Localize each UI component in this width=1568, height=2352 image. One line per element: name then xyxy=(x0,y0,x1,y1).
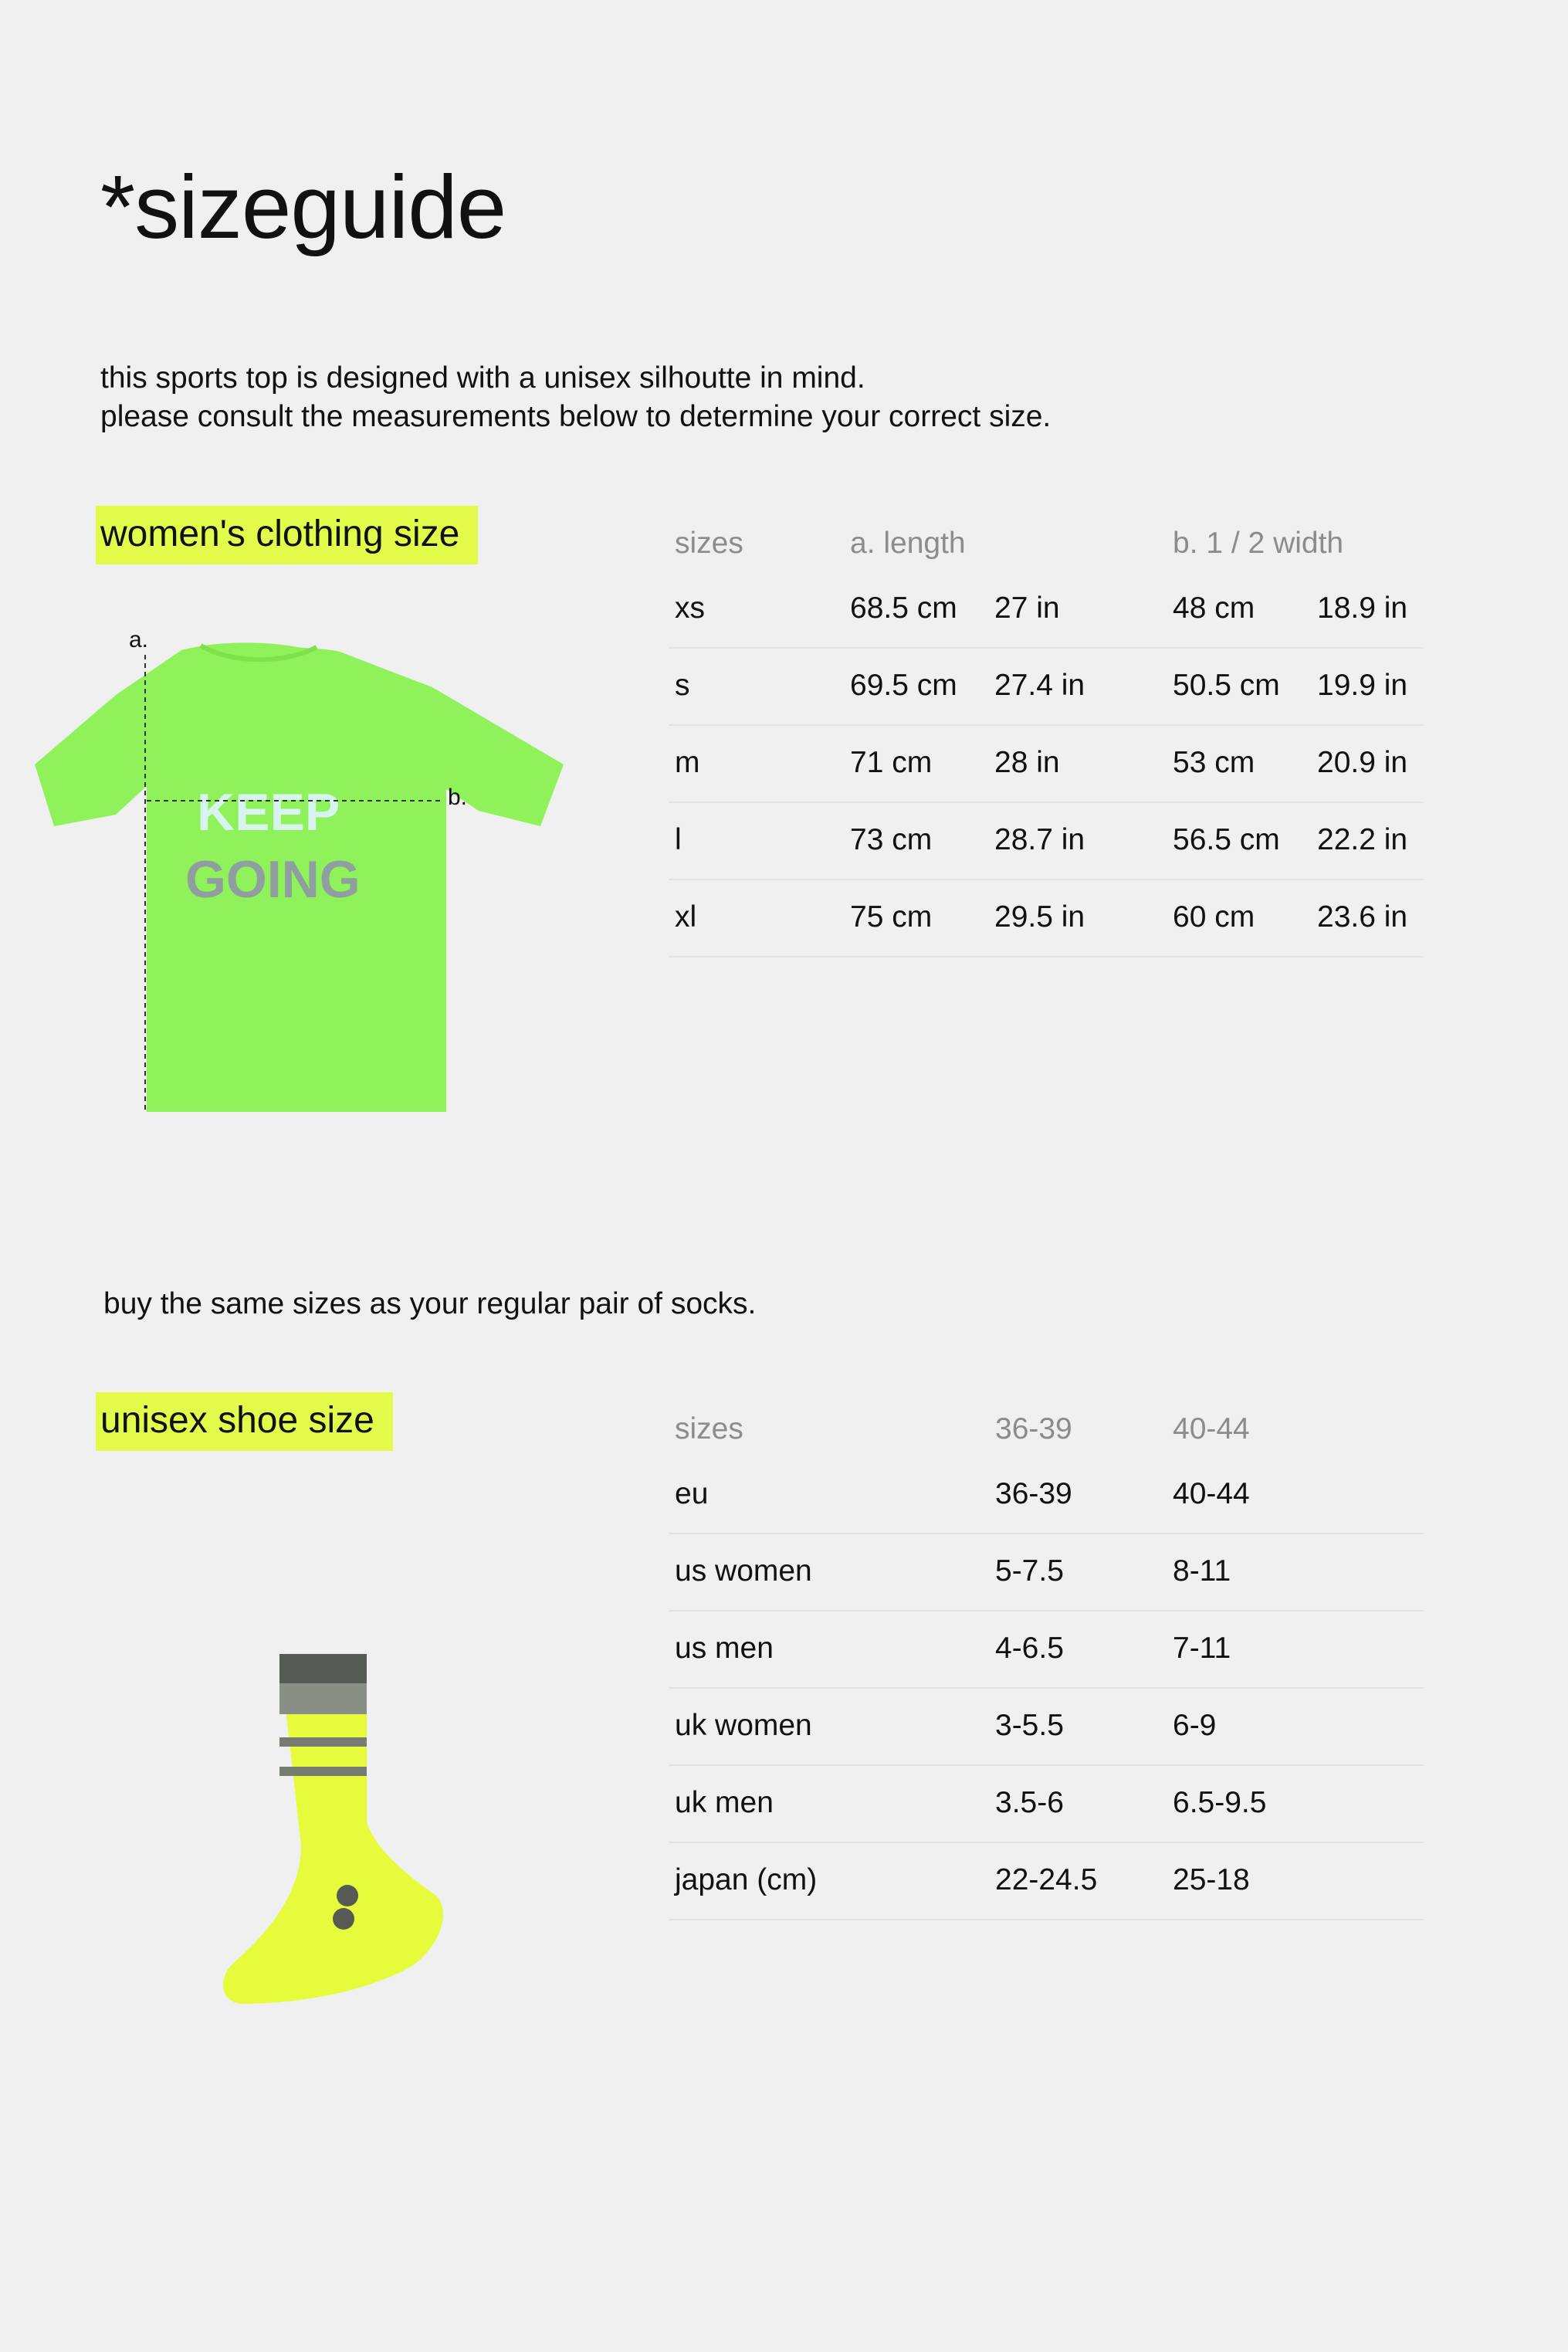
print-keep: KEEP xyxy=(197,783,340,842)
table-row xyxy=(669,649,1424,726)
length-cm-cell: 73 cm xyxy=(850,823,933,856)
width-in-cell: 18.9 in xyxy=(1317,591,1408,625)
length-cm-cell: 69.5 cm xyxy=(850,669,957,702)
header-col1: 36-39 xyxy=(995,1412,1072,1445)
header-col2: 40-44 xyxy=(1173,1412,1250,1445)
length-cm-cell: 71 cm xyxy=(850,746,933,779)
width-cm-cell: 50.5 cm xyxy=(1173,669,1280,702)
shoe-label-cell: eu xyxy=(675,1477,709,1510)
shoe-label-cell: japan (cm) xyxy=(675,1863,818,1896)
width-cm-cell: 60 cm xyxy=(1173,900,1255,934)
length-in-cell: 28 in xyxy=(994,746,1060,779)
size-cell: s xyxy=(675,669,690,702)
clothing-size-tag: women's clothing size xyxy=(96,506,478,564)
shoe-size-cell: 7-11 xyxy=(1173,1632,1231,1665)
width-in-cell: 22.2 in xyxy=(1317,823,1408,856)
table-row xyxy=(669,1843,1424,1920)
shoe-size-cell: 25-18 xyxy=(1173,1863,1250,1896)
table-row xyxy=(669,1457,1424,1534)
intro-line: this sports top is designed with a unisex silhoutte in mind. xyxy=(100,361,865,395)
shoe-size-cell: 6.5-9.5 xyxy=(1173,1786,1267,1819)
size-cell: l xyxy=(675,823,682,856)
size-cell: xs xyxy=(675,591,705,625)
length-cm-cell: 68.5 cm xyxy=(850,591,957,625)
width-in-cell: 23.6 in xyxy=(1317,900,1408,934)
table-row xyxy=(669,571,1424,649)
shoe-size-cell: 8-11 xyxy=(1173,1554,1231,1588)
shoe-size-cell: 40-44 xyxy=(1173,1477,1250,1510)
table-row xyxy=(669,1611,1424,1689)
header-sizes: sizes xyxy=(675,1412,743,1445)
table-row xyxy=(669,880,1424,957)
shoe-size-table xyxy=(669,1395,1424,1920)
shoe-size-cell: 5-7.5 xyxy=(995,1554,1064,1588)
print-going: GOING xyxy=(185,850,361,909)
size-cell: xl xyxy=(675,900,697,934)
length-label: a. xyxy=(129,627,149,652)
header-length: a. length xyxy=(850,527,966,560)
sock-cuff xyxy=(279,1654,367,1683)
shoe-size-cell: 36-39 xyxy=(995,1477,1072,1510)
length-in-cell: 27 in xyxy=(994,591,1060,625)
length-in-cell: 29.5 in xyxy=(994,900,1085,934)
table-row xyxy=(669,726,1424,803)
page-title: *sizeguide xyxy=(100,157,506,257)
width-label: b. xyxy=(448,785,468,810)
table-header xyxy=(669,1395,1424,1457)
length-in-cell: 28.7 in xyxy=(994,823,1085,856)
intro-line: please consult the measurements below to determine your correct size. xyxy=(100,400,1052,433)
table-header xyxy=(669,510,1424,571)
intro-text xyxy=(100,359,1051,436)
socks-note: buy the same sizes as your regular pair of socks. xyxy=(103,1287,757,1320)
tshirt-diagram xyxy=(31,618,571,1120)
shoe-size-cell: 6-9 xyxy=(1173,1709,1217,1742)
shoe-label-cell: uk men xyxy=(675,1786,774,1819)
width-cm-cell: 53 cm xyxy=(1173,746,1255,779)
shoe-label-cell: us women xyxy=(675,1554,812,1588)
table-row xyxy=(669,1534,1424,1611)
shoe-size-cell: 4-6.5 xyxy=(995,1632,1064,1665)
shoe-size-tag: unisex shoe size xyxy=(96,1392,393,1451)
table-row xyxy=(669,803,1424,880)
width-cm-cell: 56.5 cm xyxy=(1173,823,1280,856)
shoe-label-cell: uk women xyxy=(675,1709,812,1742)
header-width: b. 1 / 2 width xyxy=(1173,527,1344,560)
shoe-size-cell: 3-5.5 xyxy=(995,1709,1064,1742)
length-in-cell: 27.4 in xyxy=(994,669,1085,702)
size-cell: m xyxy=(675,746,700,779)
shoe-size-cell: 3.5-6 xyxy=(995,1786,1064,1819)
shoe-label-cell: us men xyxy=(675,1632,774,1665)
length-cm-cell: 75 cm xyxy=(850,900,933,934)
table-row xyxy=(669,1766,1424,1843)
shoe-size-cell: 22-24.5 xyxy=(995,1863,1098,1896)
width-in-cell: 19.9 in xyxy=(1317,669,1408,702)
clothing-size-table xyxy=(669,510,1424,957)
width-in-cell: 20.9 in xyxy=(1317,746,1408,779)
table-row xyxy=(669,1689,1424,1766)
header-sizes: sizes xyxy=(675,527,743,560)
width-cm-cell: 48 cm xyxy=(1173,591,1255,625)
sock-illustration xyxy=(216,1637,463,2023)
